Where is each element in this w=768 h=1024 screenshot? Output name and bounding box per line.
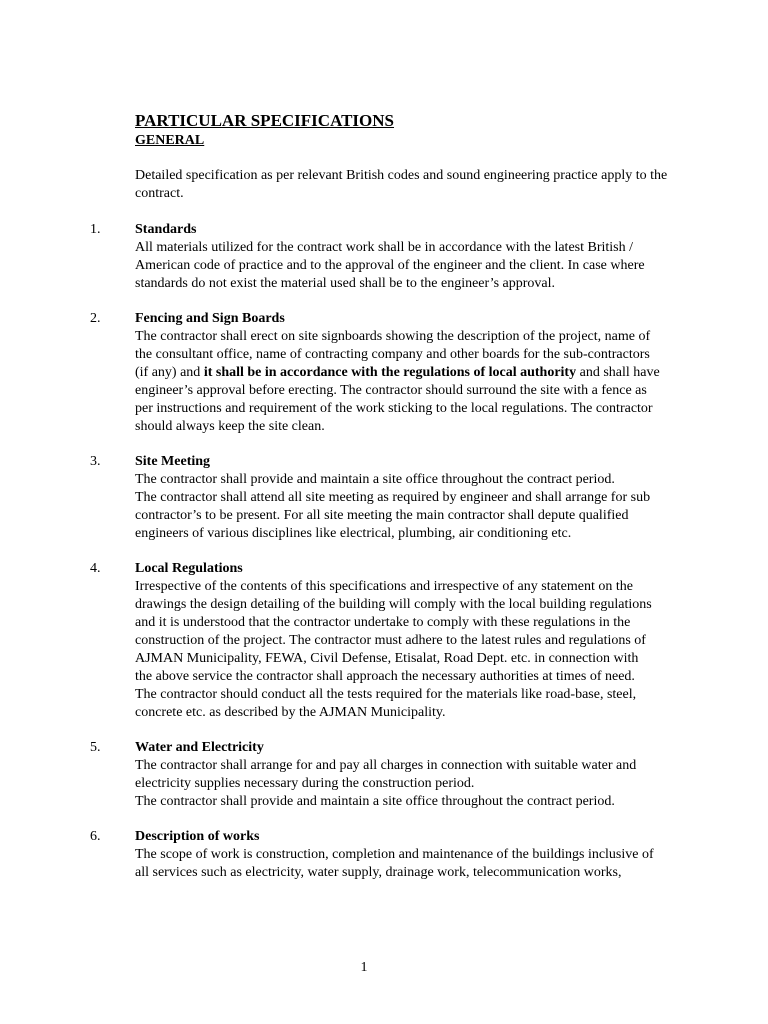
body-line: concrete etc. as described by the AJMAN Municipality. xyxy=(135,705,446,720)
body-line: and it is understood that the contractor undertake to comply with these regulations in the xyxy=(135,615,631,630)
section-number: 5. xyxy=(90,740,101,755)
section-body xyxy=(135,328,700,436)
body-line: The contractor shall provide and maintain a site office throughout the contract period. xyxy=(135,794,615,809)
body-line-mixed xyxy=(135,364,700,382)
section-heading: Description of works xyxy=(135,829,260,844)
body-line: engineer’s approval before erecting. The contractor should surround the site with a fence as xyxy=(135,383,647,398)
body-line: The contractor shall arrange for and pay all charges in connection with suitable water and xyxy=(135,758,637,773)
section-number: 6. xyxy=(90,829,101,844)
body-line: The scope of work is construction, completion and maintenance of the buildings inclusive of xyxy=(135,847,654,862)
section-heading: Site Meeting xyxy=(135,454,211,469)
body-line: engineers of various disciplines like electrical, plumbing, air conditioning etc. xyxy=(135,526,572,541)
body-line: All materials utilized for the contract work shall be in accordance with the latest British / xyxy=(135,240,634,255)
body-line: The contractor should conduct all the tests required for the materials like road-base, steel, xyxy=(135,687,637,702)
body-text: and shall have xyxy=(576,365,660,380)
body-line: standards do not exist the material used shall be to the engineer’s approval. xyxy=(135,276,556,291)
body-line: should always keep the site clean. xyxy=(135,419,325,434)
section-number: 4. xyxy=(90,561,101,576)
bold-requirement: it shall be in accordance with the regulations of local authority xyxy=(203,365,577,380)
body-line: construction of the project. The contractor must adhere to the latest rules and regulations of xyxy=(135,633,646,648)
body-line: AJMAN Municipality, FEWA, Civil Defense, Etisalat, Road Dept. etc. in connection with xyxy=(135,651,639,666)
intro-paragraph: Detailed specification as per relevant British codes and sound engineering practice apply to the contract. xyxy=(135,168,668,201)
section-heading: Fencing and Sign Boards xyxy=(135,311,285,326)
document-subtitle: GENERAL xyxy=(135,133,205,148)
section-body xyxy=(135,846,700,882)
section-body xyxy=(135,578,700,722)
body-line: per instructions and requirement of the work sticking to the local regulations. The contractor xyxy=(135,401,653,416)
body-line: The contractor shall provide and maintain a site office throughout the contract period. xyxy=(135,472,615,487)
body-line: electricity supplies necessary during the construction period. xyxy=(135,776,475,791)
body-line: the consultant office, name of contracting company and other boards for the sub-contractors xyxy=(135,347,650,362)
document-title: PARTICULAR SPECIFICATIONS xyxy=(135,111,395,130)
section-heading: Water and Electricity xyxy=(135,740,264,755)
body-line: The contractor shall erect on site signboards showing the description of the project, name of xyxy=(135,329,651,344)
body-line: drawings the design detailing of the building will comply with the local building regulations xyxy=(135,597,652,612)
section-heading: Local Regulations xyxy=(135,561,243,576)
body-line: contractor’s to be present. For all site meeting the main contractor shall depute qualified xyxy=(135,508,629,523)
body-line: all services such as electricity, water supply, drainage work, telecommunication works, xyxy=(135,865,622,880)
section-body xyxy=(135,239,700,293)
section-number: 2. xyxy=(90,311,101,326)
body-line: Irrespective of the contents of this specifications and irrespective of any statement on the xyxy=(135,579,633,594)
page-number: 1 xyxy=(360,960,368,975)
section-body xyxy=(135,471,700,543)
body-text: (if any) and xyxy=(135,365,204,380)
body-line: American code of practice and to the approval of the engineer and the client. In case where xyxy=(135,258,645,273)
section-number: 3. xyxy=(90,454,101,469)
body-line: the above service the contractor shall approach the necessary authorities at times of need. xyxy=(135,669,635,684)
section-number: 1. xyxy=(90,222,101,237)
body-line: The contractor shall attend all site meeting as required by engineer and shall arrange for sub xyxy=(135,490,651,505)
section-body xyxy=(135,757,700,811)
section-heading: Standards xyxy=(135,222,197,237)
